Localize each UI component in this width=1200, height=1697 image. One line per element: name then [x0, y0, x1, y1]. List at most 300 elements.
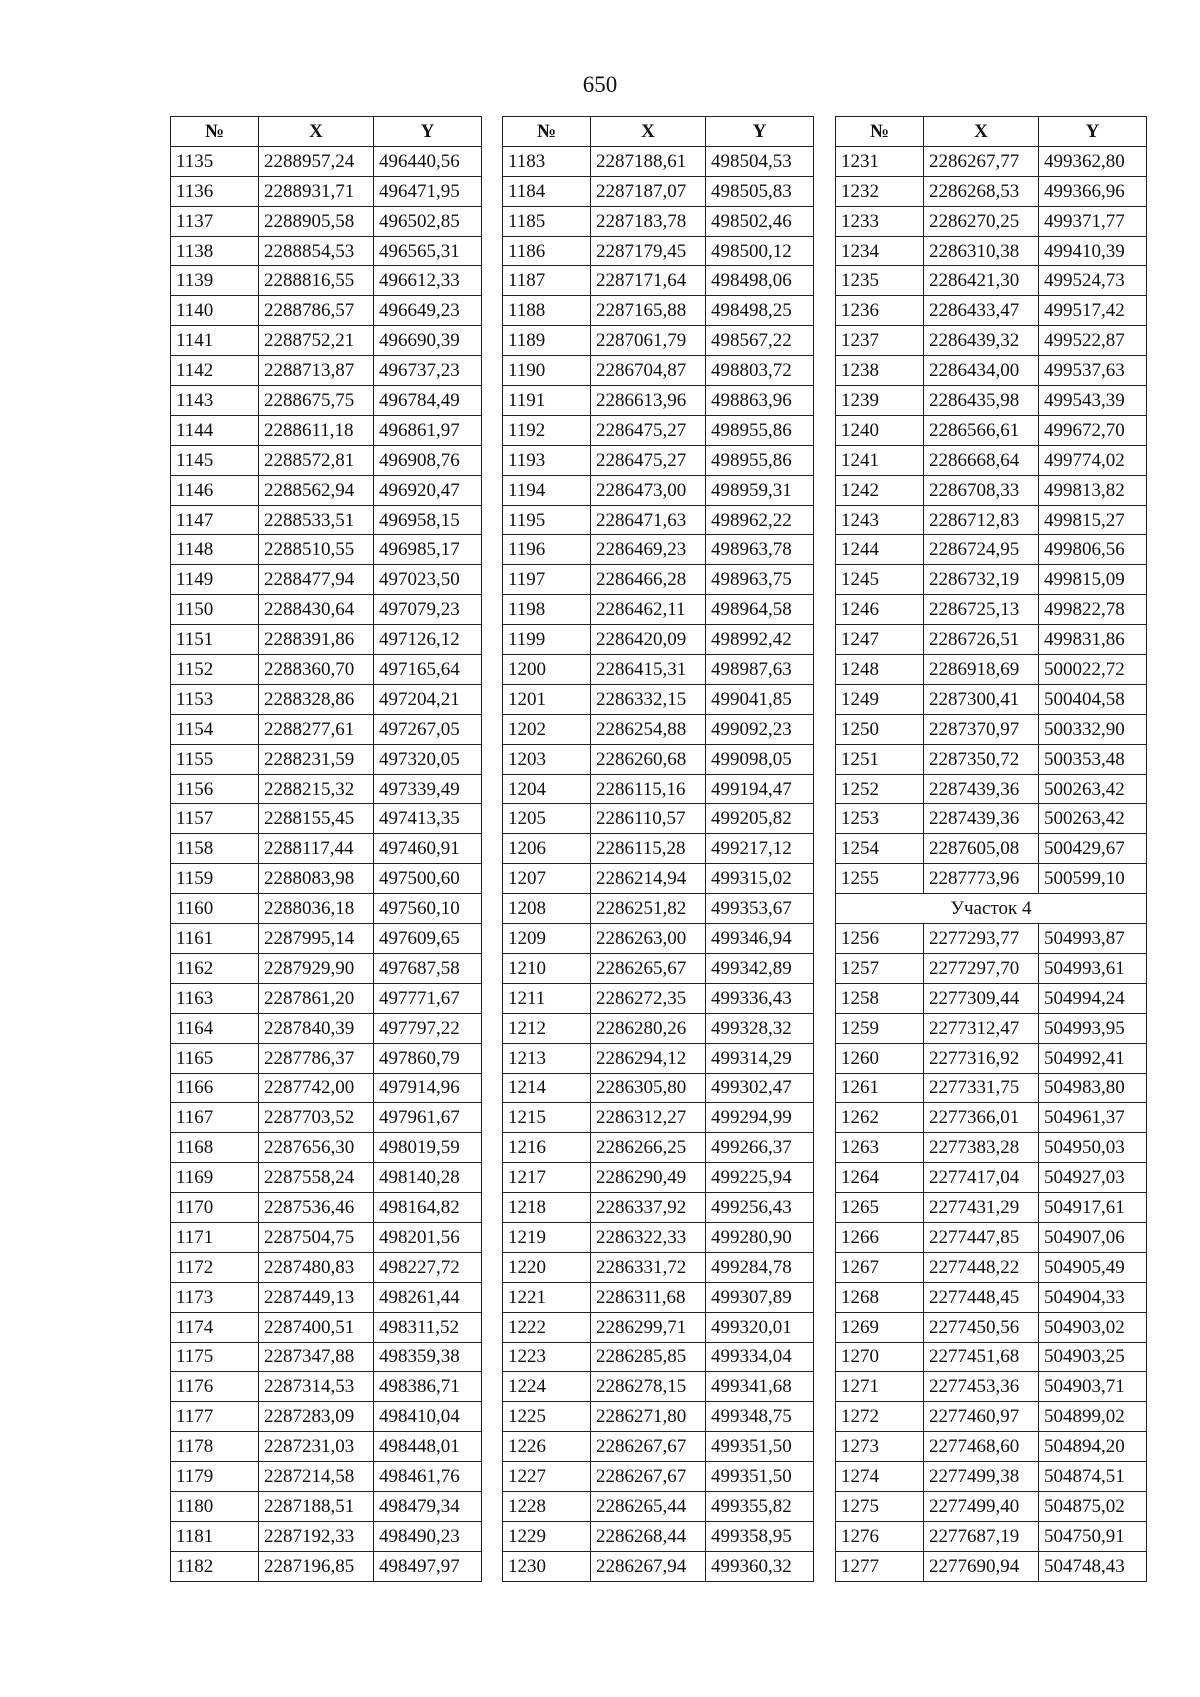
point-number-cell: 1229 [503, 1521, 591, 1551]
point-number-cell: 1233 [836, 206, 924, 236]
x-coordinate-cell: 2287283,09 [259, 1402, 374, 1432]
table-row [836, 176, 1147, 206]
y-coordinate-cell: 500429,67 [1039, 834, 1147, 864]
x-coordinate-cell: 2286439,32 [924, 326, 1039, 356]
x-coordinate-cell: 2286312,27 [591, 1103, 706, 1133]
point-number-cell: 1243 [836, 505, 924, 535]
point-number-cell: 1143 [171, 386, 259, 416]
coordinate-table [835, 116, 1147, 1582]
y-coordinate-cell: 499360,32 [706, 1551, 814, 1581]
table-row [171, 1252, 482, 1282]
x-coordinate-cell: 2288786,57 [259, 296, 374, 326]
point-number-cell: 1240 [836, 415, 924, 445]
point-number-cell: 1145 [171, 445, 259, 475]
point-number-cell: 1137 [171, 206, 259, 236]
y-coordinate-cell: 499328,32 [706, 1013, 814, 1043]
y-coordinate-cell: 504992,41 [1039, 1043, 1147, 1073]
x-coordinate-cell: 2277687,19 [924, 1521, 1039, 1551]
x-coordinate-cell: 2277448,45 [924, 1282, 1039, 1312]
x-coordinate-cell: 2287439,36 [924, 804, 1039, 834]
x-coordinate-cell: 2286267,94 [591, 1551, 706, 1581]
y-coordinate-cell: 496690,39 [374, 326, 482, 356]
x-coordinate-cell: 2287480,83 [259, 1252, 374, 1282]
x-coordinate-cell: 2287188,61 [591, 146, 706, 176]
table-row [503, 1551, 814, 1581]
y-coordinate-cell: 496784,49 [374, 386, 482, 416]
y-coordinate-cell: 499517,42 [1039, 296, 1147, 326]
x-coordinate-cell: 2288675,75 [259, 386, 374, 416]
x-coordinate-cell: 2277451,68 [924, 1342, 1039, 1372]
x-coordinate-cell: 2286254,88 [591, 714, 706, 744]
x-coordinate-cell: 2287773,96 [924, 864, 1039, 894]
x-coordinate-cell: 2286420,09 [591, 625, 706, 655]
point-number-cell: 1188 [503, 296, 591, 326]
point-number-cell: 1166 [171, 1073, 259, 1103]
point-number-cell: 1152 [171, 655, 259, 685]
y-coordinate-cell: 498963,78 [706, 535, 814, 565]
y-coordinate-cell: 499284,78 [706, 1252, 814, 1282]
x-coordinate-cell: 2286726,51 [924, 625, 1039, 655]
table-row [171, 1372, 482, 1402]
point-number-cell: 1170 [171, 1193, 259, 1223]
point-number-cell: 1164 [171, 1013, 259, 1043]
table-row [836, 1402, 1147, 1432]
x-coordinate-cell: 2288277,61 [259, 714, 374, 744]
point-number-cell: 1192 [503, 415, 591, 445]
y-coordinate-cell: 497500,60 [374, 864, 482, 894]
point-number-cell: 1275 [836, 1491, 924, 1521]
point-number-cell: 1173 [171, 1282, 259, 1312]
x-coordinate-cell: 2286469,23 [591, 535, 706, 565]
point-number-cell: 1265 [836, 1193, 924, 1223]
table-row [171, 1312, 482, 1342]
y-coordinate-cell: 500353,48 [1039, 744, 1147, 774]
point-number-cell: 1155 [171, 744, 259, 774]
y-coordinate-cell: 504750,91 [1039, 1521, 1147, 1551]
point-number-cell: 1195 [503, 505, 591, 535]
x-coordinate-cell: 2286473,00 [591, 475, 706, 505]
table-row [503, 924, 814, 954]
table-row [503, 983, 814, 1013]
point-number-cell: 1138 [171, 236, 259, 266]
point-number-cell: 1187 [503, 266, 591, 296]
point-number-cell: 1251 [836, 744, 924, 774]
table-row [503, 1103, 814, 1133]
y-coordinate-cell: 499522,87 [1039, 326, 1147, 356]
x-coordinate-cell: 2286214,94 [591, 864, 706, 894]
x-coordinate-cell: 2287400,51 [259, 1312, 374, 1342]
point-number-cell: 1140 [171, 296, 259, 326]
x-coordinate-cell: 2286251,82 [591, 894, 706, 924]
point-number-cell: 1153 [171, 684, 259, 714]
x-coordinate-cell: 2288905,58 [259, 206, 374, 236]
x-coordinate-cell: 2288215,32 [259, 774, 374, 804]
table-row [836, 505, 1147, 535]
table-row [503, 1462, 814, 1492]
point-number-cell: 1231 [836, 146, 924, 176]
y-coordinate-cell: 497914,96 [374, 1073, 482, 1103]
y-coordinate-cell: 496471,95 [374, 176, 482, 206]
point-number-cell: 1260 [836, 1043, 924, 1073]
y-coordinate-cell: 499831,86 [1039, 625, 1147, 655]
point-number-cell: 1245 [836, 565, 924, 595]
x-coordinate-cell: 2287656,30 [259, 1133, 374, 1163]
header-row [836, 117, 1147, 147]
x-coordinate-cell: 2286265,67 [591, 953, 706, 983]
x-coordinate-cell: 2286433,47 [924, 296, 1039, 326]
y-coordinate-cell: 497797,22 [374, 1013, 482, 1043]
y-coordinate-cell: 499351,50 [706, 1432, 814, 1462]
y-coordinate-cell: 499362,80 [1039, 146, 1147, 176]
y-coordinate-cell: 504875,02 [1039, 1491, 1147, 1521]
x-coordinate-cell: 2288854,53 [259, 236, 374, 266]
x-coordinate-cell: 2286471,63 [591, 505, 706, 535]
y-coordinate-cell: 500599,10 [1039, 864, 1147, 894]
y-coordinate-cell: 498863,96 [706, 386, 814, 416]
table-row [836, 1252, 1147, 1282]
x-coordinate-cell: 2286462,11 [591, 595, 706, 625]
x-coordinate-cell: 2287605,08 [924, 834, 1039, 864]
table-row [503, 1252, 814, 1282]
point-number-cell: 1197 [503, 565, 591, 595]
x-coordinate-cell: 2286267,77 [924, 146, 1039, 176]
y-coordinate-cell: 498386,71 [374, 1372, 482, 1402]
y-coordinate-cell: 499342,89 [706, 953, 814, 983]
table-row [836, 1222, 1147, 1252]
y-coordinate-cell: 496958,15 [374, 505, 482, 535]
table-row [503, 1222, 814, 1252]
x-coordinate-cell: 2286311,68 [591, 1282, 706, 1312]
x-coordinate-cell: 2286265,44 [591, 1491, 706, 1521]
y-coordinate-cell: 499041,85 [706, 684, 814, 714]
x-coordinate-cell: 2288117,44 [259, 834, 374, 864]
table-row [836, 1312, 1147, 1342]
point-number-cell: 1212 [503, 1013, 591, 1043]
y-coordinate-cell: 498261,44 [374, 1282, 482, 1312]
x-coordinate-cell: 2277447,85 [924, 1222, 1039, 1252]
x-coordinate-cell: 2277383,28 [924, 1133, 1039, 1163]
y-coordinate-cell: 504950,03 [1039, 1133, 1147, 1163]
y-coordinate-cell: 504993,61 [1039, 953, 1147, 983]
table-row [503, 1193, 814, 1223]
table-row [503, 864, 814, 894]
point-number-cell: 1186 [503, 236, 591, 266]
table-row [503, 535, 814, 565]
x-coordinate-cell: 2288036,18 [259, 894, 374, 924]
y-coordinate-cell: 498448,01 [374, 1432, 482, 1462]
x-coordinate-cell: 2277297,70 [924, 953, 1039, 983]
table-row [171, 176, 482, 206]
y-coordinate-cell: 504983,80 [1039, 1073, 1147, 1103]
table-row [503, 1402, 814, 1432]
point-number-cell: 1182 [171, 1551, 259, 1581]
x-coordinate-cell: 2286305,80 [591, 1073, 706, 1103]
point-number-cell: 1177 [171, 1402, 259, 1432]
table-row [171, 655, 482, 685]
point-number-cell: 1179 [171, 1462, 259, 1492]
point-number-cell: 1216 [503, 1133, 591, 1163]
y-coordinate-cell: 499092,23 [706, 714, 814, 744]
table-row [171, 146, 482, 176]
point-number-cell: 1172 [171, 1252, 259, 1282]
x-coordinate-cell: 2277453,36 [924, 1372, 1039, 1402]
point-number-cell: 1135 [171, 146, 259, 176]
y-coordinate-cell: 504748,43 [1039, 1551, 1147, 1581]
table-row [503, 1073, 814, 1103]
y-coordinate-cell: 497687,58 [374, 953, 482, 983]
x-coordinate-cell: 2277431,29 [924, 1193, 1039, 1223]
y-coordinate-cell: 500263,42 [1039, 774, 1147, 804]
x-coordinate-cell: 2277316,92 [924, 1043, 1039, 1073]
y-coordinate-cell: 498498,25 [706, 296, 814, 326]
y-coordinate-cell: 499217,12 [706, 834, 814, 864]
point-number-cell: 1151 [171, 625, 259, 655]
table-row [836, 1491, 1147, 1521]
point-number-cell: 1163 [171, 983, 259, 1013]
point-number-cell: 1270 [836, 1342, 924, 1372]
table-row [503, 475, 814, 505]
point-number-cell: 1269 [836, 1312, 924, 1342]
y-coordinate-cell: 504874,51 [1039, 1462, 1147, 1492]
table-row [503, 296, 814, 326]
header-row [171, 117, 482, 147]
y-coordinate-cell: 496612,33 [374, 266, 482, 296]
table-row [836, 266, 1147, 296]
point-number-cell: 1167 [171, 1103, 259, 1133]
y-coordinate-cell: 497860,79 [374, 1043, 482, 1073]
table-row [503, 176, 814, 206]
point-number-cell: 1226 [503, 1432, 591, 1462]
y-coordinate-cell: 499194,47 [706, 774, 814, 804]
y-coordinate-cell: 500404,58 [1039, 684, 1147, 714]
x-coordinate-cell: 2286435,98 [924, 386, 1039, 416]
header-x: X [924, 117, 1039, 147]
x-coordinate-cell: 2286115,16 [591, 774, 706, 804]
table-row [503, 714, 814, 744]
table-row [836, 953, 1147, 983]
x-coordinate-cell: 2286267,67 [591, 1462, 706, 1492]
x-coordinate-cell: 2277293,77 [924, 924, 1039, 954]
y-coordinate-cell: 499334,04 [706, 1342, 814, 1372]
y-coordinate-cell: 499315,02 [706, 864, 814, 894]
table-row [171, 1402, 482, 1432]
x-coordinate-cell: 2286271,80 [591, 1402, 706, 1432]
point-number-cell: 1273 [836, 1432, 924, 1462]
y-coordinate-cell: 499256,43 [706, 1193, 814, 1223]
point-number-cell: 1190 [503, 356, 591, 386]
point-number-cell: 1213 [503, 1043, 591, 1073]
point-number-cell: 1208 [503, 894, 591, 924]
point-number-cell: 1193 [503, 445, 591, 475]
x-coordinate-cell: 2287995,14 [259, 924, 374, 954]
y-coordinate-cell: 497079,23 [374, 595, 482, 625]
table-row [171, 326, 482, 356]
point-number-cell: 1242 [836, 475, 924, 505]
table-row [836, 1193, 1147, 1223]
x-coordinate-cell: 2286266,25 [591, 1133, 706, 1163]
x-coordinate-cell: 2288752,21 [259, 326, 374, 356]
table-row [171, 625, 482, 655]
x-coordinate-cell: 2286331,72 [591, 1252, 706, 1282]
x-coordinate-cell: 2287165,88 [591, 296, 706, 326]
point-number-cell: 1241 [836, 445, 924, 475]
x-coordinate-cell: 2287786,37 [259, 1043, 374, 1073]
table-row [171, 804, 482, 834]
point-number-cell: 1136 [171, 176, 259, 206]
y-coordinate-cell: 504899,02 [1039, 1402, 1147, 1432]
y-coordinate-cell: 496908,76 [374, 445, 482, 475]
point-number-cell: 1171 [171, 1222, 259, 1252]
x-coordinate-cell: 2288510,55 [259, 535, 374, 565]
table-row [836, 1133, 1147, 1163]
y-coordinate-cell: 499346,94 [706, 924, 814, 954]
y-coordinate-cell: 498962,22 [706, 505, 814, 535]
y-coordinate-cell: 504903,02 [1039, 1312, 1147, 1342]
y-coordinate-cell: 498140,28 [374, 1163, 482, 1193]
table-row [836, 1043, 1147, 1073]
table-row [503, 565, 814, 595]
point-number-cell: 1222 [503, 1312, 591, 1342]
x-coordinate-cell: 2286332,15 [591, 684, 706, 714]
point-number-cell: 1165 [171, 1043, 259, 1073]
x-coordinate-cell: 2286725,13 [924, 595, 1039, 625]
table-row [836, 1073, 1147, 1103]
point-number-cell: 1181 [171, 1521, 259, 1551]
x-coordinate-cell: 2286415,31 [591, 655, 706, 685]
table-row [171, 206, 482, 236]
point-number-cell: 1217 [503, 1163, 591, 1193]
x-coordinate-cell: 2286712,83 [924, 505, 1039, 535]
table-row [836, 1342, 1147, 1372]
y-coordinate-cell: 499314,29 [706, 1043, 814, 1073]
x-coordinate-cell: 2286285,85 [591, 1342, 706, 1372]
y-coordinate-cell: 498959,31 [706, 475, 814, 505]
point-number-cell: 1232 [836, 176, 924, 206]
x-coordinate-cell: 2286270,25 [924, 206, 1039, 236]
x-coordinate-cell: 2287179,45 [591, 236, 706, 266]
x-coordinate-cell: 2277450,56 [924, 1312, 1039, 1342]
y-coordinate-cell: 496737,23 [374, 356, 482, 386]
x-coordinate-cell: 2277417,04 [924, 1163, 1039, 1193]
x-coordinate-cell: 2288562,94 [259, 475, 374, 505]
y-coordinate-cell: 499672,70 [1039, 415, 1147, 445]
y-coordinate-cell: 498461,76 [374, 1462, 482, 1492]
y-coordinate-cell: 499353,67 [706, 894, 814, 924]
x-coordinate-cell: 2287929,90 [259, 953, 374, 983]
x-coordinate-cell: 2277331,75 [924, 1073, 1039, 1103]
x-coordinate-cell: 2286278,15 [591, 1372, 706, 1402]
y-coordinate-cell: 504993,87 [1039, 924, 1147, 954]
point-number-cell: 1200 [503, 655, 591, 685]
y-coordinate-cell: 499358,95 [706, 1521, 814, 1551]
y-coordinate-cell: 497126,12 [374, 625, 482, 655]
header-number: № [171, 117, 259, 147]
y-coordinate-cell: 499371,77 [1039, 206, 1147, 236]
y-coordinate-cell: 500263,42 [1039, 804, 1147, 834]
point-number-cell: 1246 [836, 595, 924, 625]
table-row [503, 1133, 814, 1163]
header-y: Y [1039, 117, 1147, 147]
x-coordinate-cell: 2288360,70 [259, 655, 374, 685]
y-coordinate-cell: 497023,50 [374, 565, 482, 595]
y-coordinate-cell: 496920,47 [374, 475, 482, 505]
table-row [503, 684, 814, 714]
point-number-cell: 1174 [171, 1312, 259, 1342]
table-row [836, 1372, 1147, 1402]
x-coordinate-cell: 2287314,53 [259, 1372, 374, 1402]
table-row [503, 356, 814, 386]
x-coordinate-cell: 2286110,57 [591, 804, 706, 834]
x-coordinate-cell: 2277468,60 [924, 1432, 1039, 1462]
table-row [836, 386, 1147, 416]
point-number-cell: 1219 [503, 1222, 591, 1252]
table-row [836, 475, 1147, 505]
y-coordinate-cell: 498311,52 [374, 1312, 482, 1342]
table-row [503, 415, 814, 445]
table-row [836, 774, 1147, 804]
y-coordinate-cell: 499307,89 [706, 1282, 814, 1312]
y-coordinate-cell: 499098,05 [706, 744, 814, 774]
x-coordinate-cell: 2288231,59 [259, 744, 374, 774]
x-coordinate-cell: 2288477,94 [259, 565, 374, 595]
point-number-cell: 1225 [503, 1402, 591, 1432]
x-coordinate-cell: 2287192,33 [259, 1521, 374, 1551]
x-coordinate-cell: 2277366,01 [924, 1103, 1039, 1133]
table-row [836, 864, 1147, 894]
point-number-cell: 1184 [503, 176, 591, 206]
x-coordinate-cell: 2287439,36 [924, 774, 1039, 804]
table-row [836, 206, 1147, 236]
table-row [503, 1342, 814, 1372]
point-number-cell: 1142 [171, 356, 259, 386]
point-number-cell: 1247 [836, 625, 924, 655]
x-coordinate-cell: 2286668,64 [924, 445, 1039, 475]
y-coordinate-cell: 497267,05 [374, 714, 482, 744]
point-number-cell: 1178 [171, 1432, 259, 1462]
x-coordinate-cell: 2288328,86 [259, 684, 374, 714]
y-coordinate-cell: 499543,39 [1039, 386, 1147, 416]
x-coordinate-cell: 2288391,86 [259, 625, 374, 655]
x-coordinate-cell: 2287061,79 [591, 326, 706, 356]
table-row [503, 146, 814, 176]
table-row [503, 1282, 814, 1312]
x-coordinate-cell: 2286566,61 [924, 415, 1039, 445]
table-row [836, 834, 1147, 864]
y-coordinate-cell: 498500,12 [706, 236, 814, 266]
point-number-cell: 1259 [836, 1013, 924, 1043]
table-row [171, 684, 482, 714]
y-coordinate-cell: 500332,90 [1039, 714, 1147, 744]
y-coordinate-cell: 499302,47 [706, 1073, 814, 1103]
point-number-cell: 1237 [836, 326, 924, 356]
point-number-cell: 1266 [836, 1222, 924, 1252]
header-row [503, 117, 814, 147]
table-row [171, 1133, 482, 1163]
y-coordinate-cell: 499355,82 [706, 1491, 814, 1521]
x-coordinate-cell: 2286724,95 [924, 535, 1039, 565]
x-coordinate-cell: 2286466,28 [591, 565, 706, 595]
table-row [503, 266, 814, 296]
point-number-cell: 1257 [836, 953, 924, 983]
table-row [171, 744, 482, 774]
table-row [836, 535, 1147, 565]
point-number-cell: 1161 [171, 924, 259, 954]
table-row [836, 804, 1147, 834]
y-coordinate-cell: 504894,20 [1039, 1432, 1147, 1462]
table-row [836, 684, 1147, 714]
point-number-cell: 1199 [503, 625, 591, 655]
header-y: Y [706, 117, 814, 147]
